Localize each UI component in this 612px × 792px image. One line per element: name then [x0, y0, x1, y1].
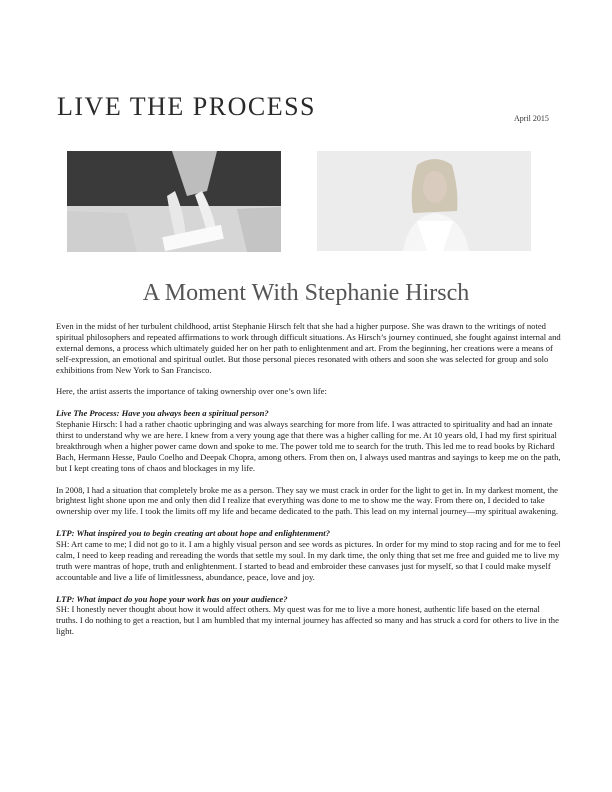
qa-block-3	[56, 594, 561, 638]
answer-2: SH: Art came to me; I did not go to it. I am a highly visual person and see words as pictures. In order for my mind to stop racing and for me to feel calm, I need to keep reading and rereading the words that settle my soul. In my dark time, the only thing that set me free and guided me to live my truth were mantras of hope, truth and enlightenment. I started to bead and embroider these canvases just for myself, so that I could make myself accountable and live a life of limitlessness, abundance, peace, love and joy.	[56, 539, 561, 582]
masthead-title: LIVE THE PROCESS	[57, 92, 316, 121]
answer-3: SH: I honestly never thought about how it would affect others. My quest was for me to live a more honest, authentic life based on the eternal truths. I do nothing to get a reaction, but I am humbled that my internal journey has affected so many and has struck a cord for others to live in the light.	[56, 604, 559, 637]
question-3: LTP: What impact do you hope your work has on your audience?	[56, 593, 288, 604]
intro-paragraph: Even in the midst of her turbulent childhood, artist Stephanie Hirsch felt that she had a higher purpose. She was drawn to the writings of noted spiritual philosophers and repeated affirmations to work through difficult situations. As Hirsch’s journey continued, she fought against internal and external demons, a process which ultimately guided her on her path to enlightenment and art. From the beginning, her creations were a means of self-expression, an emotional and spiritual outlet. But those personal pieces resonated with others and soon she was selected for group and solo exhibitions from New York to San Francisco.	[56, 321, 561, 375]
qa-block-2	[56, 528, 561, 583]
issue-date: April 2015	[514, 114, 549, 123]
portrait-image	[317, 151, 531, 251]
answer-1: Stephanie Hirsch: I had a rather chaotic upbringing and was always searching for more from life. I was attracted to spirituality and had an innate thirst to understand why we are here. I knew from a very young age that there was a higher calling for me. At 10 years old, I had my first spiritual breakthrough when a higher power came down and spoke to me. The power told me to search for the truth. This led me to read books by Richard Bach, Hermann Hesse, Paulo Coelho and Deepak Chopra, among others. From then on, I always used mantras and sayings to keep me on the path, but I kept creating tons of chaos and blockages in my life.	[56, 419, 561, 473]
lead-in-paragraph: Here, the artist asserts the importance of taking ownership over one’s own life:	[56, 386, 327, 397]
portrait-photo	[317, 151, 531, 251]
paragraph-2008: In 2008, I had a situation that completely broke me as a person. They say we must crack in order for the light to get in. In my darkest moment, the brightest light shone upon me and only then did I realize that everything was done to me to show me the way. From there on, I decided to take ownership over my life. I took the limits off my life and became dedicated to the path. This lead on my internal journey—my spiritual awakening.	[56, 484, 559, 517]
article-headline: A Moment With Stephanie Hirsch	[142, 280, 470, 306]
artist-hands-image	[67, 151, 281, 252]
question-1: Live The Process: Have you always been a spiritual person?	[56, 408, 269, 419]
question-2: LTP: What inspired you to begin creating art about hope and enlightenment?	[56, 528, 330, 539]
artist-at-work-photo	[67, 151, 281, 252]
qa-block-1	[56, 408, 561, 473]
article-body	[56, 321, 561, 648]
